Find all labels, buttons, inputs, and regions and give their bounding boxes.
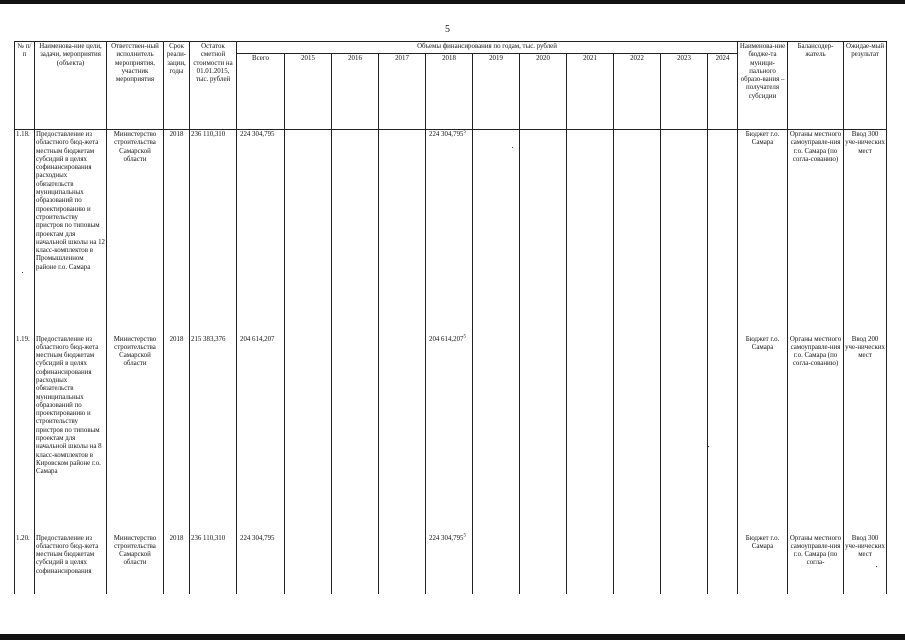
row-2018-value [426, 534, 473, 594]
row-name: Предоставление из областного бюд-жета местным бюджетам субсидий в целях софинансирования расходных обязательств муниципальных образований по проектированию и строительству пристроя по типовым проектам для начальной школы на 12 класс-комплектов в Промышленном районе г.о. Самара [35, 130, 107, 335]
scan-speck [22, 272, 23, 273]
row-2018-value [426, 130, 473, 335]
scan-border-bottom [0, 634, 905, 640]
header-year-2016: 2016 [332, 54, 379, 130]
header-responsible: Ответствен-ный исполнитель мероприятия, участник мероприятия [107, 42, 164, 130]
row-name: Предоставление из областного бюд-жета местным бюджетам субсидий в целях софинансирования расходных обязательств муниципальных образований по проектированию и строительству пристроя по типовым проектам для начальной школы на 8 класс-комплектов в Кировском районе г.о. Самара [35, 335, 107, 534]
scan-border-top [0, 0, 905, 4]
header-term: Срок реали-зации, годы [164, 42, 190, 130]
row-num: 1.18. [15, 130, 35, 335]
header-holder: Балансодер-жатель [788, 42, 844, 130]
row-term: 2018 [164, 534, 190, 594]
row-holder: Органы местного самоуправле-ния г.о. Самара (по согла-сованию) [788, 335, 844, 534]
page-number: 5 [445, 24, 450, 35]
row-responsible: Министерство строительства Самарской области [107, 335, 164, 534]
row-2018-value [426, 335, 473, 534]
row-remainder: 236 110,310 [190, 534, 237, 594]
row-term: 2018 [164, 335, 190, 534]
row-num: 1.20. [15, 534, 35, 594]
header-budget: Наименова-ние бюдже-та муници-пального образо-вания – получателя субсидии [738, 42, 788, 130]
row-holder: Органы местного самоуправле-ния г.о. Самара (по согла-сованию) [788, 130, 844, 335]
header-year-2023: 2023 [661, 54, 708, 130]
row-2018-amount: 204 614,207 [429, 335, 464, 343]
footnote-mark: 5 [463, 129, 466, 135]
row-num: 1.19. [15, 335, 35, 534]
row-budget: Бюджет г.о. Самара [738, 335, 788, 534]
header-name: Наименова-ние цели, задачи, мероприятия (объекта) [35, 42, 107, 130]
header-year-2021: 2021 [567, 54, 614, 130]
header-result: Ожидае-мый результат [844, 42, 887, 130]
footnote-mark: 5 [463, 334, 466, 340]
row-budget: Бюджет г.о. Самара [738, 130, 788, 335]
header-year-2018: 2018 [426, 54, 473, 130]
footnote-mark: 5 [463, 533, 466, 539]
funding-table [14, 41, 887, 594]
header-year-2024: 2024 [708, 54, 738, 130]
row-result: Ввод 300 уче-нических мест [844, 534, 887, 594]
row-responsible: Министерство строительства Самарской области [107, 534, 164, 594]
row-remainder: 236 110,310 [190, 130, 237, 335]
table-header [15, 42, 887, 130]
row-2018-amount: 224 304,795 [429, 131, 464, 138]
table-row [15, 130, 887, 335]
scan-speck [876, 566, 877, 567]
header-num: № п/п [15, 42, 35, 130]
row-total: 204 614,207 [237, 335, 285, 534]
row-2018-amount: 224 304,795 [429, 534, 464, 542]
scan-speck [512, 147, 513, 148]
row-total: 224 304,795 [237, 130, 285, 335]
scan-speck [708, 446, 709, 447]
table-row [15, 335, 887, 534]
header-total: Всего [237, 54, 285, 130]
row-term: 2018 [164, 130, 190, 335]
header-funding: Объемы финансирования по годам, тыс. рублей [237, 42, 738, 54]
header-year-2019: 2019 [473, 54, 520, 130]
header-year-2017: 2017 [379, 54, 426, 130]
row-holder: Органы местного самоуправле-ния г.о. Самара (по согла- [788, 534, 844, 594]
header-year-2022: 2022 [614, 54, 661, 130]
row-total: 224 304,795 [237, 534, 285, 594]
row-result: Ввод 300 уче-нических мест [844, 130, 887, 335]
header-remainder: Остаток сметной стоимости на 01.01.2015, тыс. рублей [190, 42, 237, 130]
header-year-2020: 2020 [520, 54, 567, 130]
table-row [15, 534, 887, 594]
header-year-2015: 2015 [285, 54, 332, 130]
row-name: Предоставление из областного бюд-жета местным бюджетам субсидий в целях софинансирования [35, 534, 107, 594]
row-result: Ввод 200 уче-нических мест [844, 335, 887, 534]
row-responsible: Министерство строительства Самарской области [107, 130, 164, 335]
row-remainder: 215 383,376 [190, 335, 237, 534]
row-budget: Бюджет г.о. Самара [738, 534, 788, 594]
